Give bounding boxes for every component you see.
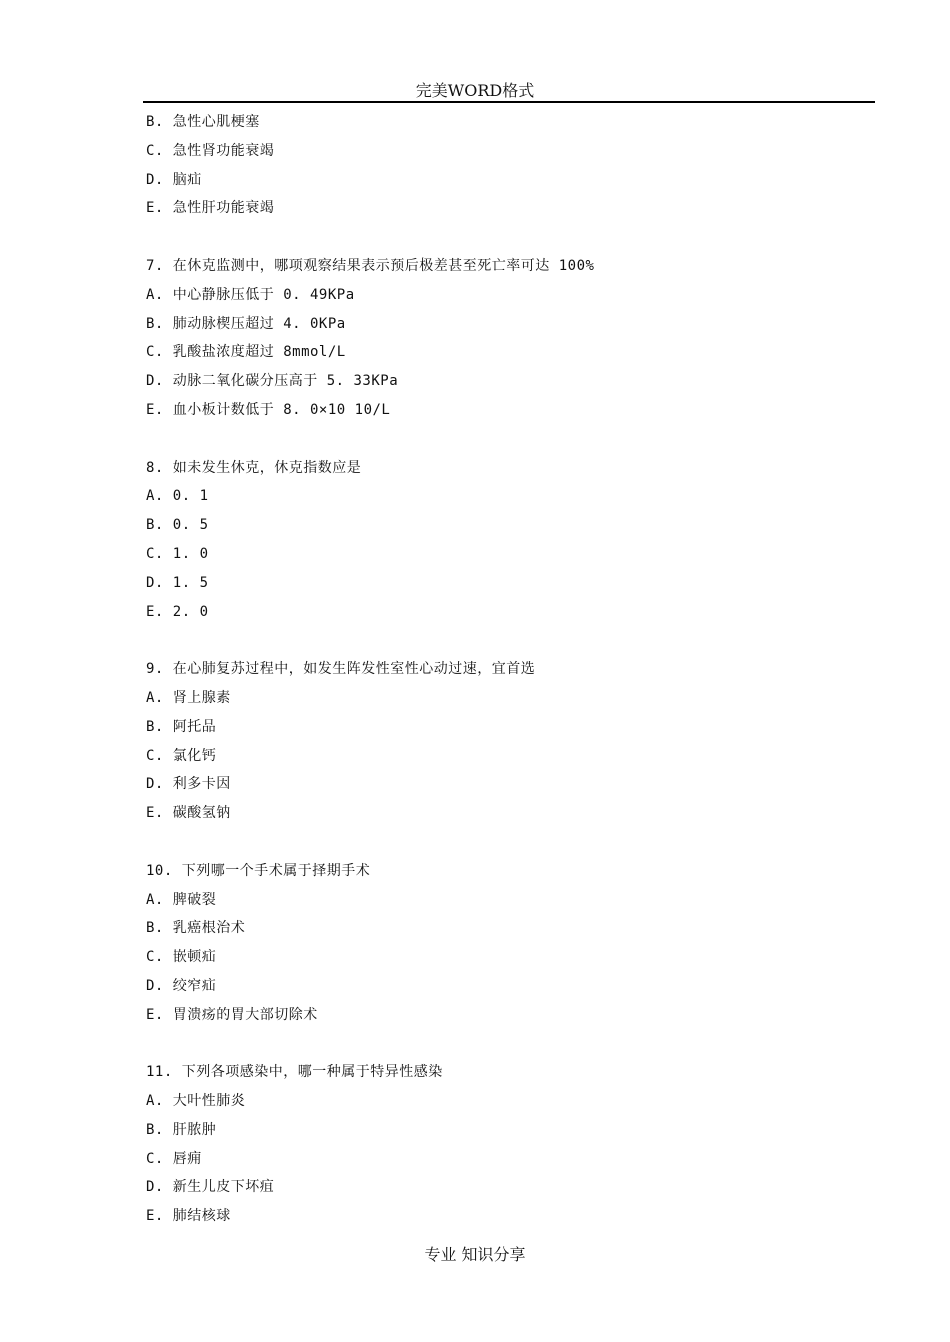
option-line: A. 大叶性肺炎 — [146, 1093, 246, 1110]
option-line: B. 肝脓肿 — [146, 1121, 217, 1138]
header-rule — [143, 101, 875, 103]
page-header: 完美WORD格式 — [415, 81, 535, 100]
option-line: E. 血小板计数低于 8. 0×10 10/L — [146, 401, 391, 418]
blank-line — [146, 828, 866, 857]
text-line: E. 急性肝功能衰竭 — [146, 200, 275, 217]
option-line: A. 0. 1 — [146, 488, 209, 505]
option-line: E. 肺结核球 — [146, 1208, 231, 1225]
blank-line — [146, 1030, 866, 1059]
text-line: B. 急性心肌梗塞 — [146, 114, 260, 130]
option-line: E. 胃溃疡的胃大部切除术 — [146, 1006, 318, 1023]
option-line: C. 1. 0 — [146, 545, 209, 562]
text-line: D. 脑疝 — [146, 171, 202, 188]
blank-line — [146, 425, 866, 454]
option-line: C. 唇痈 — [146, 1150, 202, 1167]
option-line: A. 脾破裂 — [146, 891, 217, 908]
option-line: A. 中心静脉压低于 0. 49KPa — [146, 286, 355, 303]
text-line: C. 急性肾功能衰竭 — [146, 142, 275, 159]
option-line: C. 嵌顿疝 — [146, 949, 217, 966]
option-line: D. 绞窄疝 — [146, 977, 217, 994]
document-body — [146, 108, 866, 1231]
question-title: 8. 如未发生休克，休克指数应是 — [146, 459, 362, 476]
option-line: B. 肺动脉楔压超过 4. 0KPa — [146, 315, 346, 332]
question-title: 9. 在心肺复苏过程中，如发生阵发性室性心动过速，宜首选 — [146, 661, 536, 678]
option-line: B. 乳癌根治术 — [146, 920, 246, 937]
option-line: D. 利多卡因 — [146, 776, 231, 793]
question-title: 7. 在休克监测中，哪项观察结果表示预后极差甚至死亡率可达 100% — [146, 257, 595, 274]
option-line: A. 肾上腺素 — [146, 689, 231, 706]
option-line: C. 氯化钙 — [146, 747, 217, 764]
option-line: D. 新生儿皮下坏疽 — [146, 1179, 275, 1196]
option-line: B. 阿托品 — [146, 718, 217, 735]
question-title: 10. 下列哪一个手术属于择期手术 — [146, 862, 371, 879]
page-footer: 专业 知识分享 — [424, 1245, 526, 1264]
option-line: E. 碳酸氢钠 — [146, 805, 231, 822]
blank-line — [146, 626, 866, 655]
option-line: E. 2. 0 — [146, 603, 209, 620]
option-line: D. 1. 5 — [146, 574, 209, 591]
option-line: D. 动脉二氧化碳分压高于 5. 33KPa — [146, 373, 399, 390]
option-line: B. 0. 5 — [146, 517, 209, 534]
blank-line — [146, 223, 866, 252]
question-title: 11. 下列各项感染中，哪一种属于特异性感染 — [146, 1064, 443, 1081]
option-line: C. 乳酸盐浓度超过 8mmol/L — [146, 344, 346, 361]
